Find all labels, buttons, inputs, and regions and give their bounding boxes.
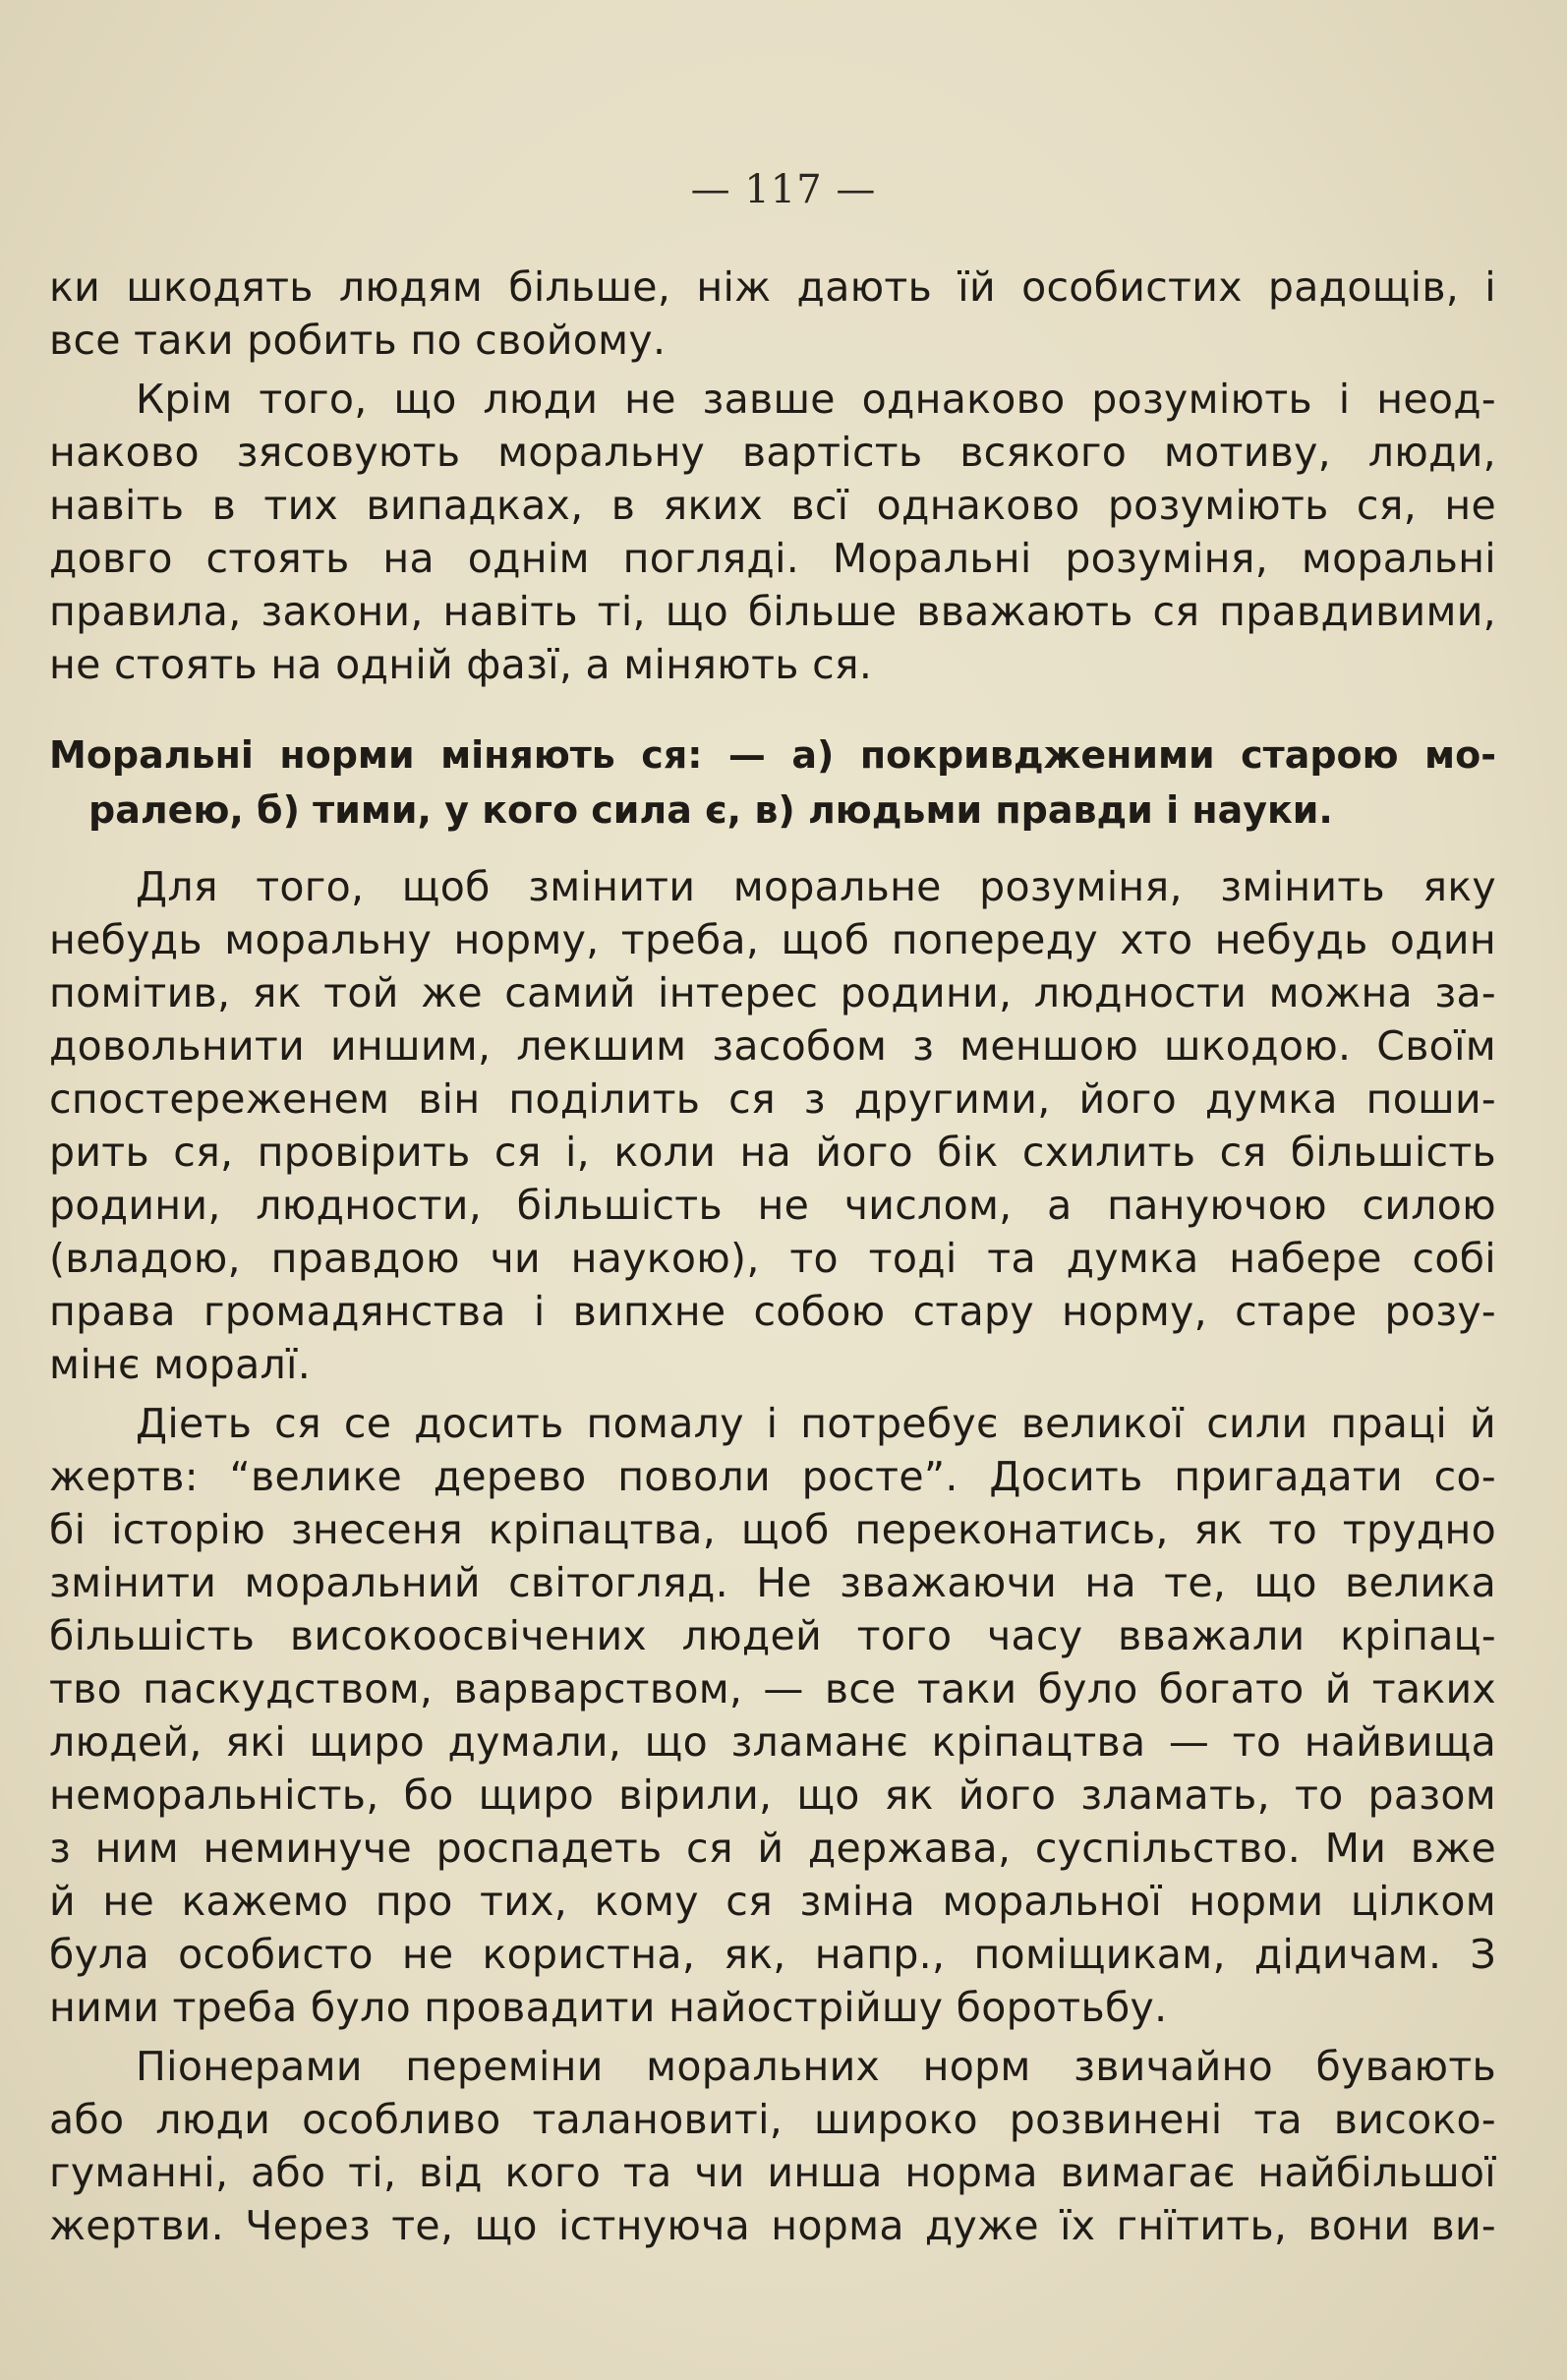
text-block-upper	[49, 261, 1496, 697]
text-line: спостереженем він поділить ся з другими, його думка поши-	[49, 1075, 1496, 1123]
text-line: не стоять на одній фазї, а міняють ся.	[49, 641, 873, 688]
text-line: жертви. Через те, що істнуюча норма дуже їх гнїтить, вони ви-	[49, 2202, 1496, 2249]
text-line: родини, людности, більшість не числом, а пануючою силою	[49, 1182, 1496, 1229]
text-line: з ним неминуче роспадеть ся й держава, суспільство. Ми вже	[49, 1825, 1496, 1872]
text-block-lower	[49, 860, 1496, 2258]
text-line: неморальність, бо щиро вірили, що як його зламать, то разом	[49, 1771, 1496, 1819]
text-line: більшість високоосвічених людей того часу вважали кріпац-	[49, 1612, 1496, 1659]
page-number: — 117 —	[690, 167, 877, 212]
paragraph-4	[49, 1397, 1496, 2034]
text-line: все таки робить по свойому.	[49, 317, 667, 364]
text-line: Крім того, що люди не завше однаково розуміють і неод-	[136, 376, 1496, 423]
text-line: рить ся, провірить ся і, коли на його бік схилить ся більшість	[49, 1129, 1496, 1176]
heading-line: Моральні норми міняють ся: — а) покривдженими старою мо-	[49, 733, 1496, 777]
text-line: ними треба було провадити найострійшу боротьбу.	[49, 1984, 1168, 2031]
text-line: правила, закони, навіть ті, що більше вважають ся правдивими,	[49, 588, 1496, 635]
paragraph-1	[49, 261, 1496, 367]
text-line: помітив, як той же самий інтерес родини, людности можна за-	[49, 969, 1496, 1016]
text-line: (владою, правдою чи наукою), то тоді та думка набере собі	[49, 1235, 1496, 1282]
section-heading	[49, 727, 1496, 838]
paragraph-5	[49, 2040, 1496, 2252]
text-line: наково зясовують моральну вартість всякого мотиву, люди,	[49, 429, 1496, 476]
text-line: навіть в тих випадках, в яких всї однаково розуміють ся, не	[49, 482, 1496, 529]
text-line: тво паскудством, варварством, — все таки було богато й таких	[49, 1665, 1496, 1712]
text-line: права громадянства і випхне собою стару норму, старе розу-	[49, 1288, 1496, 1335]
text-line: була особисто не користна, як, напр., поміщикам, дідичам. З	[49, 1931, 1496, 1978]
text-line: ки шкодять людям більше, ніж дають їй особистих радощів, і	[49, 263, 1496, 311]
text-line: довго стоять на однім погляді. Моральні розуміня, моральні	[49, 535, 1496, 582]
text-line: Піонерами переміни моральних норм звичайно бувають	[136, 2043, 1496, 2090]
paragraph-3	[49, 860, 1496, 1391]
text-line: або люди особливо талановиті, широко розвинені та високо-	[49, 2096, 1496, 2143]
text-line: мінє моралї.	[49, 1341, 312, 1388]
text-line: людей, які щиро думали, що зламанє кріпацтва — то найвища	[49, 1718, 1496, 1766]
heading-line: ралею, б) тими, у кого сила є, в) людьми правди і науки.	[88, 788, 1333, 832]
text-line: гуманні, або ті, від кого та чи инша норма вимагає найбільшої	[49, 2149, 1496, 2196]
heading-text	[49, 727, 1496, 838]
paragraph-2	[49, 373, 1496, 691]
text-line: жертв: “велике дерево поволи росте”. Досить пригадати со-	[49, 1453, 1496, 1500]
text-line: довольнити иншим, лекшим засобом з меншою шкодою. Своїм	[49, 1022, 1496, 1070]
text-line: небудь моральну норму, треба, щоб попереду хто небудь один	[49, 916, 1496, 963]
text-line: змінити моральний світогляд. Не зважаючи на те, що велика	[49, 1559, 1496, 1606]
text-line: Діеть ся се досить помалу і потребує великої сили праці й	[136, 1400, 1496, 1447]
text-line: Для того, щоб змінити моральне розуміня, змінить яку	[136, 863, 1496, 910]
text-line: бі історію знесеня кріпацтва, щоб переконатись, як то трудно	[49, 1506, 1496, 1553]
text-line: й не кажемо про тих, кому ся зміна моральної норми цілком	[49, 1878, 1496, 1925]
